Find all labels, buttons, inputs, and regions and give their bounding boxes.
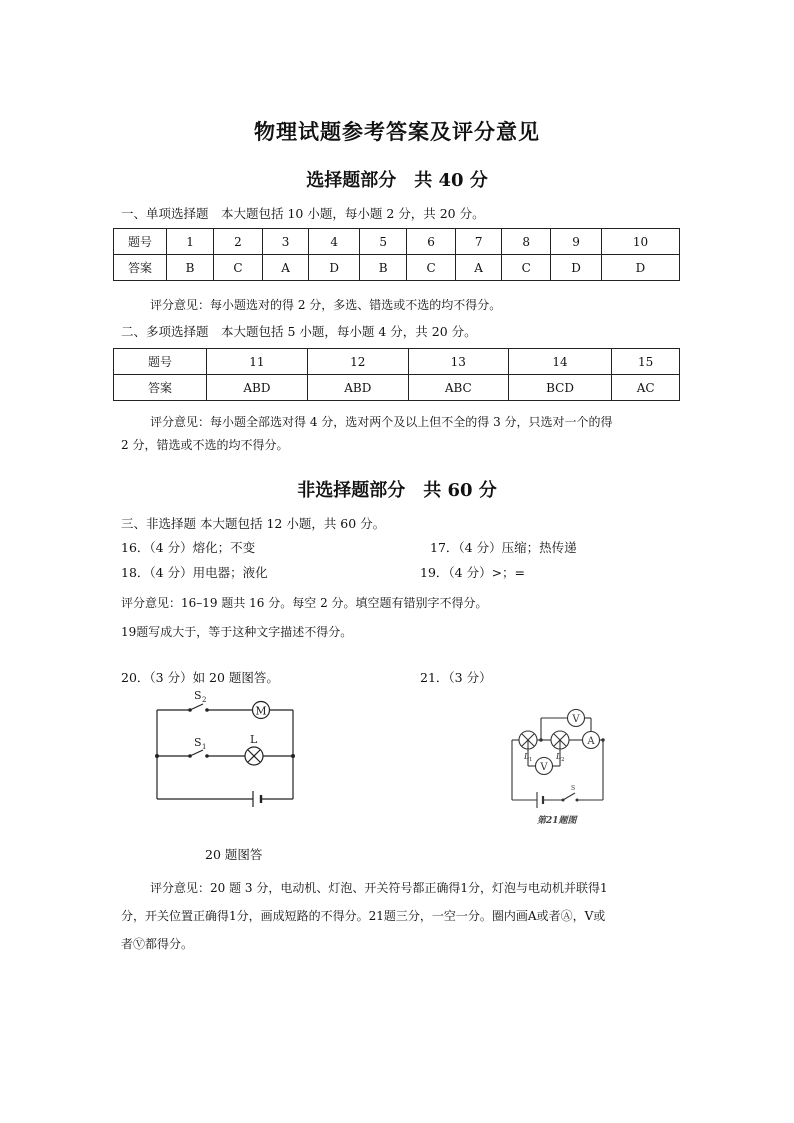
figure-20-circuit — [145, 685, 305, 810]
table-cell: A — [455, 255, 501, 281]
lamp-label: L — [250, 733, 258, 746]
switch-s1-label: S — [194, 736, 202, 749]
page-title: 物理试题参考答案及评分意见 — [254, 119, 540, 144]
table-cell: D — [551, 255, 602, 281]
section-heading-choice: 选择题部分 共 40 分 — [306, 170, 488, 191]
table-cell: 7 — [455, 229, 501, 255]
switch-s2-label: S — [194, 689, 202, 702]
table-cell: 1 — [167, 229, 214, 255]
lamp-l1-label: L — [524, 752, 530, 761]
table-cell: D — [601, 255, 679, 281]
row-label: 答案 — [114, 375, 207, 401]
table-row-answers — [114, 255, 680, 281]
answer-q17: 17．（4 分）压缩；热传递 — [430, 540, 577, 555]
table-cell: C — [214, 255, 263, 281]
figure-21-circuit — [505, 702, 625, 827]
table-cell: 4 — [309, 229, 360, 255]
lamp-l2-label: L — [556, 752, 562, 761]
row-label: 答案 — [114, 255, 167, 281]
table-cell: 3 — [262, 229, 308, 255]
table-cell: D — [309, 255, 360, 281]
switch-s2-subscript: 2 — [202, 696, 207, 704]
ammeter-label: A — [587, 736, 595, 747]
table-cell: BCD — [508, 375, 612, 401]
multi-choice-note-line1: 评分意见：每小题全部选对得 4 分，选对两个及以上但不全的得 3 分，只选对一个的得 — [150, 415, 613, 429]
table-cell: 9 — [551, 229, 602, 255]
voltmeter-bottom-label: V — [540, 762, 548, 773]
figure-20-caption: 20 题图答 — [205, 847, 263, 862]
nonchoice-intro: 三、非选择题 本大题包括 12 小题，共 60 分。 — [121, 516, 386, 531]
answer-q21: 21．（3 分） — [420, 670, 492, 685]
q19-note: 19题写成大于，等于这种文字描述不得分。 — [121, 625, 353, 639]
answer-q18: 18．（4 分）用电器；液化 — [121, 565, 268, 580]
table-cell: 5 — [360, 229, 407, 255]
single-choice-intro: 一、单项选择题 本大题包括 10 小题，每小题 2 分，共 20 分。 — [121, 206, 485, 221]
motor-label: M — [255, 704, 267, 718]
final-note-line3: 者Ⓥ都得分。 — [121, 937, 194, 951]
final-note-line2: 分，开关位置正确得1分，画成短路的不得分。21题三分，一空一分。圈内画A或者Ⓐ，V或 — [121, 909, 606, 923]
row-label: 题号 — [114, 349, 207, 375]
multi-choice-intro: 二、多项选择题 本大题包括 5 小题，每小题 4 分，共 20 分。 — [121, 324, 477, 339]
table-cell: B — [360, 255, 407, 281]
switch-label: S — [571, 785, 576, 792]
table-cell: 6 — [407, 229, 456, 255]
lamp-l2-subscript: 2 — [561, 757, 565, 763]
fill-blank-note: 评分意见：16–19 题共 16 分。每空 2 分。填空题有错别字不得分。 — [121, 596, 488, 610]
single-choice-table — [113, 228, 680, 281]
table-cell: B — [167, 255, 214, 281]
table-cell: 2 — [214, 229, 263, 255]
table-cell: 14 — [508, 349, 612, 375]
final-note-line1: 评分意见：20 题 3 分，电动机、灯泡、开关符号都正确得1分，灯泡与电动机并联得1 — [150, 881, 608, 895]
figure-21-caption: 第21题图 — [537, 816, 577, 826]
lamp-l1-subscript: 1 — [529, 757, 533, 763]
table-cell: ABD — [207, 375, 308, 401]
table-cell: 11 — [207, 349, 308, 375]
section-heading-nonchoice: 非选择题部分 共 60 分 — [297, 480, 497, 501]
row-label: 题号 — [114, 229, 167, 255]
table-cell: C — [502, 255, 551, 281]
single-choice-note: 评分意见：每小题选对的得 2 分，多选、错选或不选的均不得分。 — [150, 298, 502, 312]
table-cell: A — [262, 255, 308, 281]
multi-choice-note-line2: 2 分，错选或不选的均不得分。 — [121, 438, 289, 452]
answer-q20: 20．（3 分）如 20 题图答。 — [121, 670, 279, 685]
table-row-answers — [114, 375, 680, 401]
table-cell: 12 — [307, 349, 408, 375]
switch-s1-subscript: 1 — [202, 743, 207, 751]
table-cell: AC — [612, 375, 680, 401]
table-row-numbers — [114, 229, 680, 255]
multi-choice-table — [113, 348, 680, 401]
answer-q16: 16．（4 分）熔化；不变 — [121, 540, 256, 555]
answer-q19: 19．（4 分）>；= — [420, 565, 526, 580]
table-cell: 8 — [502, 229, 551, 255]
table-cell: 13 — [408, 349, 508, 375]
table-cell: ABD — [307, 375, 408, 401]
table-cell: 10 — [601, 229, 679, 255]
voltmeter-top-label: V — [572, 714, 580, 725]
table-row-numbers — [114, 349, 680, 375]
table-cell: 15 — [612, 349, 680, 375]
table-cell: ABC — [408, 375, 508, 401]
table-cell: C — [407, 255, 456, 281]
